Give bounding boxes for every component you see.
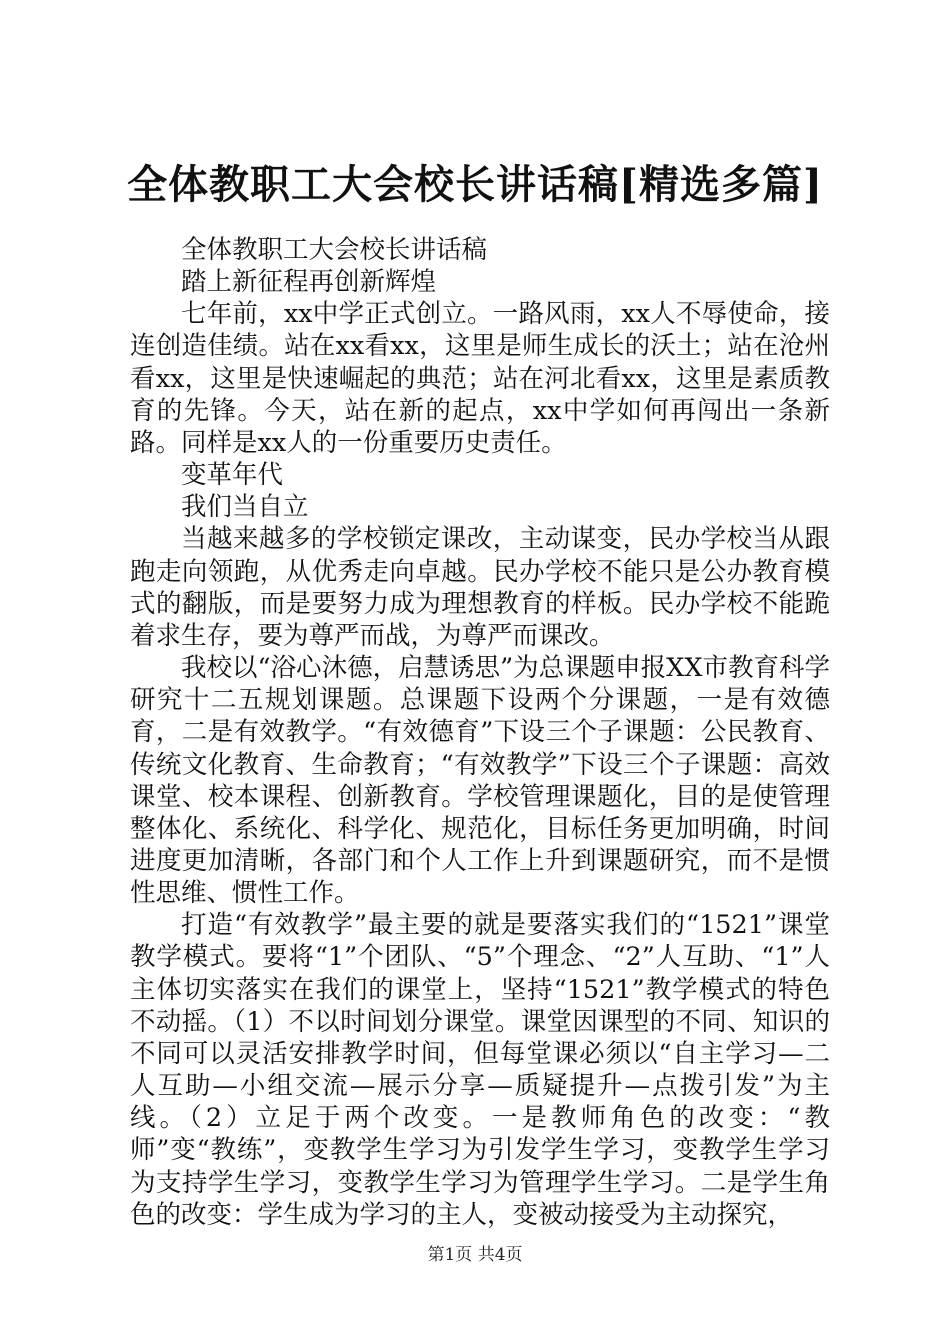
paragraph: 我校以“浴心沐德，启慧诱思”为总课题申报XX市教育科学研究十二五规划课题。总课题下设两个分课题，一是有效德育，二是有效教学。“有效德育”下设三个子课题：公民教育、传统文化教育、生命教育；“有效教学”下设三个子课题：高效课堂、校本课程、创新教育。学校管理课题化，目的是使管理整体化、系统化、科学化、规范化，目标任务更加明确，时间进度更加清晰，各部门和个人工作上升到课题研究，而不是惯性思维、惯性工作。 (130, 653, 830, 909)
document-body (130, 234, 830, 1231)
paragraph-section-heading: 变革年代 (181, 460, 284, 491)
paragraph-section-heading: 我们当自立 (181, 492, 309, 523)
paragraph: 当越来越多的学校锁定课改，主动谋变，民办学校当从跟跑走向领跑，从优秀走向卓越。民办学校不能只是公办教育模式的翻版，而是要努力成为理想教育的样板。民办学校不能跪着求生存，要为尊严而战，为尊严而课改。 (130, 524, 830, 651)
document-title: 全体教职工大会校长讲话稿[精选多篇] (127, 161, 823, 208)
paragraph: 打造“有效教学”最主要的就是要落实我们的“1521”课堂教学模式。要将“1”个团队、“5”个理念、“2”人互助、“1”人主体切实落实在我们的课堂上，坚持“1521”教学模式的特色不动摇。（1）不以时间划分课堂。课堂因课型的不同、知识的不同可以灵活安排教学时间，但每堂课必须以“自主学习—二人互助—小组交流—展示分享—质疑提升—点拨引发”为主线。（2）立足于两个改变。一是教师角色的改变：“教师”变“教练”，变教学生学习为引发学生学习，变教学生学习为支持学生学习，变教学生学习为管理学生学习。二是学生角色的改变：学生成为学习的主人，变被动接受为主动探究， (130, 910, 830, 1230)
paragraph: 七年前，xx中学正式创立。一路风雨，xx人不辱使命，接连创造佳绩。站在xx看xx，这里是师生成长的沃土；站在沧州看xx，这里是快速崛起的典范；站在河北看xx，这里是素质教育的先锋。今天，站在新的起点，xx中学如何再闯出一条新路。同样是xx人的一份重要历史责任。 (130, 299, 830, 458)
paragraph-heading: 踏上新征程再创新辉煌 (181, 267, 437, 298)
page-number-footer: 第1页 共4页 (427, 1245, 523, 1265)
paragraph-subtitle: 全体教职工大会校长讲话稿 (181, 235, 488, 265)
